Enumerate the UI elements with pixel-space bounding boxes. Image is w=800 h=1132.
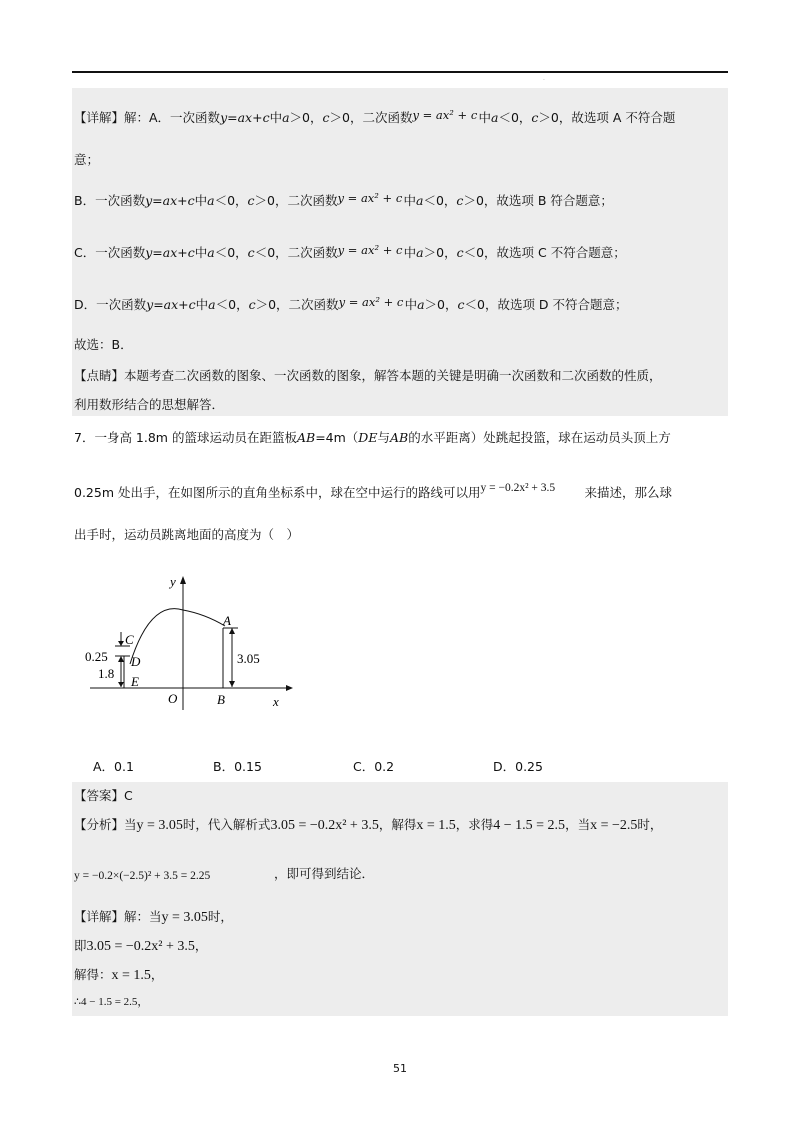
quad-formula: y = ax² + c <box>338 295 404 309</box>
y-axis-arrow-icon <box>180 576 186 584</box>
point-d-label: D <box>131 654 141 669</box>
prev-solution-line-1-cont: 意； <box>74 152 100 167</box>
prev-solution-comment-2: 利用数形结合的思想解答． <box>74 397 225 412</box>
dim-cd-label: 0.25 <box>85 649 108 664</box>
prev-solution-line-3: C．一次函数y=ax+c中a＜0，c＜0，二次函数 y = ax² + c 中a＞0，c＜0，故选项 C 不符合题意； <box>74 243 626 260</box>
prev-solution-line-1: 【详解】解：A．一次函数y=ax+c中a＞0，c＞0，二次函数 y = ax² + c 中a＜0，c＞0，故选项 A 不符合题 <box>74 108 676 125</box>
prev-solution-line-4: D．一次函数y=ax+c中a＜0，c＞0，二次函数 y = ax² + c 中a＞0，c＜0，故选项 D 不符合题意； <box>74 295 628 312</box>
option-a: A．0.1 <box>93 759 134 774</box>
point-e-label: E <box>131 674 139 689</box>
quad-formula: y = ax² + c <box>337 191 403 205</box>
header-dot: · <box>543 77 545 84</box>
dim-cd-arrow-icon <box>118 641 124 646</box>
quad-formula: y = ax² + c <box>412 108 478 122</box>
question-line-2: 0.25m 处出手，在如图所示的直角坐标系中，球在空中运行的路线可以用 y = −0.2x² + 3.5 来描述，那么球 <box>74 482 672 500</box>
dim-ab-arrow-bottom-icon <box>229 681 235 687</box>
prev-solution-comment-1: 【点睛】本题考查二次函数的图象、一次函数的图象，解答本题的关键是明确一次函数和二次函数的性质， <box>74 368 662 383</box>
option-c: C．0.2 <box>353 759 395 774</box>
point-b-label: B <box>217 692 225 707</box>
quad-formula: y = ax² + c <box>337 243 403 257</box>
axis-x-label: x <box>273 694 279 709</box>
dim-ab-arrow-top-icon <box>229 628 235 634</box>
detail-line-2: 即3.05 = −0.2x² + 3.5， <box>74 938 208 954</box>
dim-de-label: 1.8 <box>98 666 115 681</box>
analysis-line-1: 【分析】当y = 3.05时，代入解析式3.05 = −0.2x² + 3.5，解得x = 1.5，求得4 − 1.5 = 2.5，当x = −2.5时， <box>74 817 663 833</box>
answer-line: 【答案】C <box>74 788 133 803</box>
prev-solution-choice: 故选：B． <box>74 337 133 352</box>
detail-line-4: ∴4 − 1.5 = 2.5， <box>74 995 149 1008</box>
point-c-label: C <box>125 632 134 647</box>
basketball-diagram <box>80 570 300 710</box>
origin-label: O <box>168 691 178 706</box>
axis-y-label: y <box>170 574 176 589</box>
header-rule <box>72 71 728 73</box>
prev-solution-line-2: B．一次函数y=ax+c中a＜0，c＞0，二次函数 y = ax² + c 中a＜0，c＞0，故选项 B 符合题意； <box>74 191 613 208</box>
point-a-label: A <box>223 613 231 628</box>
question-line-1: 7．一身高 1.8m 的篮球运动员在距篮板AB=4m（DE与AB的水平距离）处跳起投篮，球在运动员头顶上方 <box>74 430 671 445</box>
question-line-3: 出手时，运动员跳离地面的高度为（ ） <box>74 527 300 542</box>
dim-de-arrow-bottom-icon <box>118 682 124 687</box>
trajectory-formula: y = −0.2x² + 3.5 <box>480 482 556 494</box>
dim-ab-label: 3.05 <box>237 651 260 666</box>
detail-line-1: 【详解】解：当y = 3.05时， <box>74 909 233 925</box>
dim-de-arrow-top-icon <box>118 656 124 662</box>
page-number: 51 <box>393 1062 407 1075</box>
analysis-line-2: y = −0.2×(−2.5)² + 3.5 = 2.25 ，即可得到结论． <box>74 866 375 882</box>
option-b: B．0.15 <box>213 759 262 774</box>
x-axis-arrow-icon <box>286 685 293 691</box>
ball-trajectory <box>130 609 225 664</box>
option-d: D．0.25 <box>493 759 543 774</box>
detail-line-3: 解得：x = 1.5， <box>74 967 164 983</box>
